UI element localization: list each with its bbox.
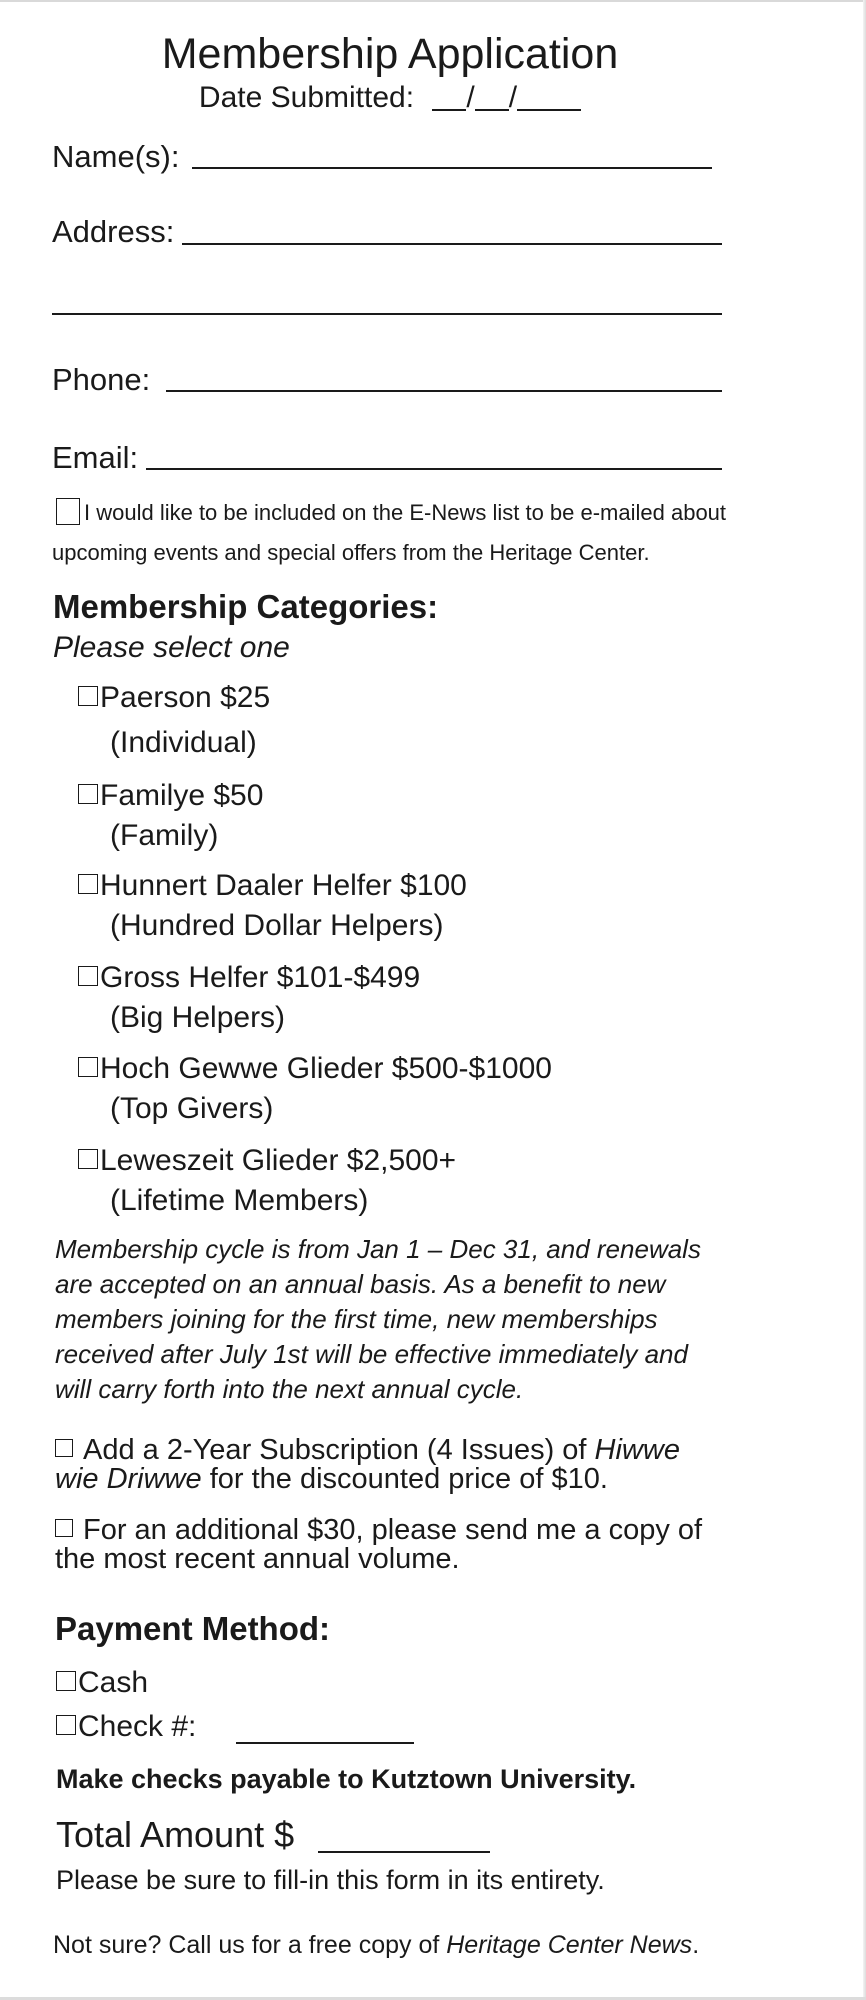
category-checkbox[interactable] — [78, 686, 98, 706]
email-field-line[interactable] — [146, 468, 722, 470]
category-checkbox[interactable] — [78, 1057, 98, 1077]
membership-cycle-note — [55, 1232, 701, 1407]
annual-volume-checkbox[interactable] — [55, 1519, 73, 1537]
date-submitted-label: Date Submitted: — [198, 81, 415, 114]
date-day-blank[interactable] — [475, 81, 509, 111]
subscription-addon — [55, 1436, 680, 1494]
phone-label: Phone: — [52, 362, 151, 397]
annual-volume-addon — [55, 1516, 702, 1574]
footer-suffix: . — [692, 1931, 700, 1959]
category-label: Gross Helfer $101-$499 — [100, 961, 421, 994]
cycle-note-line: received after July 1st will be effective immediately and — [55, 1339, 688, 1369]
category-description: (Big Helpers) — [110, 1001, 286, 1034]
select-one-instruction: Please select one — [53, 631, 290, 664]
date-year-blank[interactable] — [517, 81, 581, 111]
footer-note — [53, 1929, 699, 1961]
category-label: Hoch Gewwe Glieder $500-$1000 — [100, 1052, 552, 1085]
subscription-text-b: for the discounted price of $10. — [201, 1463, 608, 1495]
total-amount-field-line[interactable] — [318, 1851, 490, 1853]
category-option — [78, 777, 263, 815]
form-title: Membership Application — [161, 30, 619, 78]
category-checkbox[interactable] — [78, 874, 98, 894]
date-month-blank[interactable] — [432, 81, 466, 111]
fill-in-note: Please be sure to fill-in this form in its entirety. — [56, 1865, 605, 1895]
subscription-checkbox[interactable] — [55, 1439, 73, 1457]
subscription-text-a: Add a 2-Year Subscription (4 Issues) of — [83, 1434, 595, 1466]
category-label: Paerson $25 — [100, 681, 271, 714]
footer-publication: Heritage Center News — [446, 1931, 693, 1959]
payment-option-check — [56, 1708, 196, 1746]
cycle-note-line: will carry forth into the next annual cycle. — [55, 1374, 524, 1404]
category-label: Hunnert Daaler Helfer $100 — [100, 869, 467, 902]
payable-note: Make checks payable to Kutztown University. — [56, 1764, 637, 1794]
enews-option — [56, 500, 726, 528]
total-amount-label: Total Amount $ — [56, 1814, 295, 1855]
category-label: Leweszeit Glieder $2,500+ — [100, 1144, 457, 1177]
annual-volume-text-1: For an additional $30, please send me a copy of — [83, 1514, 703, 1546]
cycle-note-line: Membership cycle is from Jan 1 – Dec 31, and renewals — [55, 1234, 701, 1264]
cycle-note-line: members joining for the first time, new memberships — [55, 1304, 658, 1334]
cash-label: Cash — [78, 1666, 149, 1699]
enews-checkbox[interactable] — [56, 498, 80, 525]
phone-field-line[interactable] — [166, 390, 722, 392]
enews-text-line2: upcoming events and special offers from the Heritage Center. — [52, 540, 650, 565]
address-field-line-1[interactable] — [182, 243, 722, 245]
category-description: (Individual) — [110, 726, 257, 759]
category-description: (Hundred Dollar Helpers) — [110, 909, 444, 942]
cash-checkbox[interactable] — [56, 1671, 76, 1691]
category-checkbox[interactable] — [78, 966, 98, 986]
subscription-line-2 — [55, 1465, 680, 1494]
category-option — [78, 1142, 456, 1180]
email-label: Email: — [52, 440, 139, 475]
check-number-field-line[interactable] — [236, 1742, 414, 1744]
subscription-publication-b: wie Driwwe — [55, 1463, 202, 1495]
cycle-note-line: are accepted on an annual basis. As a benefit to new — [55, 1269, 666, 1299]
page-edge-top — [0, 0, 866, 2]
category-option — [78, 867, 467, 905]
check-checkbox[interactable] — [56, 1715, 76, 1735]
category-description: (Lifetime Members) — [110, 1184, 369, 1217]
subscription-line-1 — [55, 1436, 680, 1465]
membership-categories-heading: Membership Categories: — [53, 588, 439, 625]
date-separator: / — [466, 81, 475, 114]
category-checkbox[interactable] — [78, 1149, 98, 1169]
category-label: Familye $50 — [100, 779, 264, 812]
enews-text-line1: I would like to be included on the E-News list to be e-mailed about — [84, 500, 727, 525]
address-label: Address: — [52, 214, 175, 249]
name-field-line[interactable] — [192, 167, 712, 169]
annual-volume-text-2: the most recent annual volume. — [55, 1543, 460, 1575]
subscription-publication-a: Hiwwe — [594, 1434, 680, 1466]
date-submitted-row — [0, 80, 780, 116]
annual-volume-line-1 — [55, 1516, 702, 1545]
category-option — [78, 679, 270, 717]
category-option — [78, 959, 420, 997]
date-separator: / — [508, 81, 518, 114]
category-option — [78, 1050, 552, 1088]
payment-method-heading: Payment Method: — [55, 1610, 331, 1647]
address-field-line-2[interactable] — [52, 313, 722, 315]
name-label: Name(s): — [52, 139, 180, 174]
category-description: (Family) — [110, 819, 219, 852]
payment-option-cash — [56, 1664, 148, 1702]
category-checkbox[interactable] — [78, 784, 98, 804]
category-description: (Top Givers) — [110, 1092, 274, 1125]
footer-prefix: Not sure? Call us for a free copy of — [53, 1931, 447, 1959]
check-label: Check #: — [78, 1710, 197, 1743]
